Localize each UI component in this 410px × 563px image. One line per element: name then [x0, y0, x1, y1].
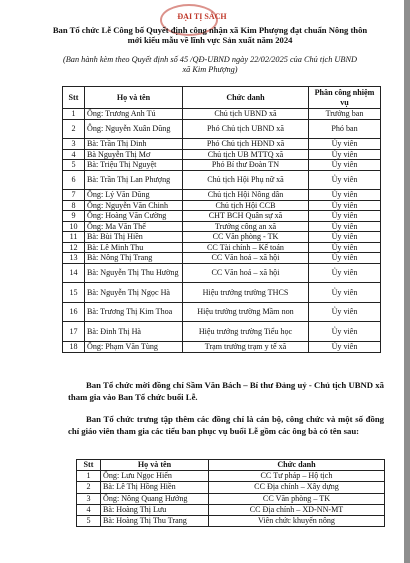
row-role: Chủ tịch Hội CCB: [183, 200, 309, 211]
table-row: [63, 322, 381, 342]
table-row: [63, 139, 381, 150]
row-stt: 16: [63, 302, 85, 322]
table-row: [63, 263, 381, 283]
row-name: Ông: Nguyễn Văn Chinh: [85, 200, 183, 211]
row-task: Phó ban: [309, 119, 381, 139]
row-task: Ủy viên: [309, 253, 381, 264]
row-stt: 5: [77, 516, 101, 527]
row-role: Phó Bí thư Đoàn TN: [183, 160, 309, 171]
document-title: Ban Tổ chức Lễ Công bố Quyết định công nhận xã Kim Phượng đạt chuẩn Nông thôn mới kiểu mẫu về lĩnh vực Sản xuất năm 2024: [52, 25, 368, 46]
row-task: Ủy viên: [309, 190, 381, 201]
row-role: Trưởng công an xã: [183, 221, 309, 232]
row-stt: 1: [63, 109, 85, 120]
table-row: [63, 200, 381, 211]
table-row: [63, 232, 381, 243]
row-role: CHT BCH Quân sự xã: [183, 211, 309, 222]
row-stt: 15: [63, 283, 85, 303]
row-role: CC Tư pháp – Hộ tịch: [209, 471, 385, 482]
row-task: Ủy viên: [309, 221, 381, 232]
row-name: Bà: Trần Thị Dinh: [85, 139, 183, 150]
support-staff-header-row: [77, 460, 385, 471]
row-role: CC Địa chính – Xây dựng: [209, 482, 385, 493]
row-stt: 1: [77, 471, 101, 482]
row-role: Trạm trưởng trạm y tế xã: [183, 342, 309, 353]
row-name: Bà: Lê Thị Hồng Hiền: [101, 482, 209, 493]
table-row: [63, 242, 381, 253]
row-task: Trưởng ban: [309, 109, 381, 120]
row-name: Ông: Lý Văn Dũng: [85, 190, 183, 201]
header-stt: Stt: [63, 87, 85, 109]
row-stt: 2: [77, 482, 101, 493]
row-stt: 8: [63, 200, 85, 211]
row-role: CC Văn hoá – xã hội: [183, 263, 309, 283]
table-row: [63, 253, 381, 264]
row-stt: 7: [63, 190, 85, 201]
row-task: Ủy viên: [309, 149, 381, 160]
row-name: Ông: Lưu Ngọc Hiến: [101, 471, 209, 482]
support-staff-table: [76, 459, 385, 527]
row-name: Bà: Triệu Thị Nguyệt: [85, 160, 183, 171]
row-role: CC Văn hoá – xã hội: [183, 253, 309, 264]
row-role: Hiệu trưởng trường Tiểu học: [183, 322, 309, 342]
row-name: Bà: Nông Thị Trang: [85, 253, 183, 264]
table-row: [63, 160, 381, 171]
row-task: Ủy viên: [309, 211, 381, 222]
row-stt: 9: [63, 211, 85, 222]
row-role: CC Văn phòng – TK: [209, 493, 385, 504]
row-stt: 4: [63, 149, 85, 160]
row-task: Ủy viên: [309, 139, 381, 150]
table-row: [63, 342, 381, 353]
window-edge: [404, 0, 410, 563]
header-name: Họ và tên: [101, 460, 209, 471]
row-name: Ông: Nông Quang Hưởng: [101, 493, 209, 504]
row-task: Ủy viên: [309, 242, 381, 253]
row-task: Ủy viên: [309, 283, 381, 303]
row-role: Phó Chủ tịch HĐND xã: [183, 139, 309, 150]
row-stt: 12: [63, 242, 85, 253]
row-stt: 13: [63, 253, 85, 264]
row-name: Bà: Nguyễn Thị Thu Hường: [85, 263, 183, 283]
row-name: Ông: Hoàng Văn Cường: [85, 211, 183, 222]
row-role: Phó Chủ tịch UBND xã: [183, 119, 309, 139]
table-row: [63, 211, 381, 222]
document-top-heading: ĐẠI TỊ SÁCH: [177, 12, 227, 21]
table-row: [63, 221, 381, 232]
row-task: Ủy viên: [309, 263, 381, 283]
committee-table: [62, 86, 381, 353]
row-role: Chủ tịch UBND xã: [183, 109, 309, 120]
row-name: Ông: Nguyễn Xuân Dũng: [85, 119, 183, 139]
row-role: CC Văn phòng - TK: [183, 232, 309, 243]
row-role: Chủ tịch Hội Nông dân: [183, 190, 309, 201]
row-task: Ủy viên: [309, 170, 381, 190]
row-name: Ông: Trương Anh Tú: [85, 109, 183, 120]
table-row: [63, 109, 381, 120]
row-role: Hiệu trưởng trường THCS: [183, 283, 309, 303]
row-role: Viên chức khuyến nông: [209, 516, 385, 527]
row-role: CC Tài chính – Kế toán: [183, 242, 309, 253]
row-role: CC Địa chính – XD-NN-MT: [209, 504, 385, 515]
row-stt: 5: [63, 160, 85, 171]
table-row: [77, 482, 385, 493]
header-role: Chức danh: [183, 87, 309, 109]
row-task: Ủy viên: [309, 200, 381, 211]
row-task: Ủy viên: [309, 302, 381, 322]
row-task: Ủy viên: [309, 322, 381, 342]
table-row: [63, 170, 381, 190]
row-role: Chủ tịch Hội Phụ nữ xã: [183, 170, 309, 190]
table-row: [63, 302, 381, 322]
table-row: [63, 149, 381, 160]
table-row: [63, 119, 381, 139]
table-row: [77, 471, 385, 482]
row-stt: 10: [63, 221, 85, 232]
row-name: Bà: Hoàng Thị Thu Trang: [101, 516, 209, 527]
row-stt: 3: [77, 493, 101, 504]
table-row: [77, 516, 385, 527]
row-stt: 6: [63, 170, 85, 190]
row-name: Bà: Lê Minh Thu: [85, 242, 183, 253]
row-stt: 11: [63, 232, 85, 243]
row-stt: 3: [63, 139, 85, 150]
row-task: Ủy viên: [309, 160, 381, 171]
row-task: Ủy viên: [309, 232, 381, 243]
row-name: Ông: Ma Văn Thế: [85, 221, 183, 232]
table-row: [77, 504, 385, 515]
row-name: Bà: Nguyễn Thị Ngọc Hà: [85, 283, 183, 303]
staff-recruitment-paragraph: Ban Tổ chức trưng tập thêm các đồng chí là cán bộ, công chức và một số đồng chí giáo viên tham gia các tiểu ban phục vụ buổi Lễ gồm các ông bà có tên sau:: [68, 414, 384, 436]
row-role: Hiệu trưởng trường Mầm non: [183, 302, 309, 322]
invitation-paragraph: Ban Tổ chức mời đồng chí Sầm Văn Bách – Bí thư Đảng uỷ - Chủ tịch UBND xã tham gia vào Ban Tổ chức buổi Lễ.: [68, 380, 384, 402]
row-name: Bà: Đinh Thị Hà: [85, 322, 183, 342]
header-role: Chức danh: [209, 460, 385, 471]
row-name: Bà Nguyễn Thị Mơ: [85, 149, 183, 160]
committee-table-header-row: [63, 87, 381, 109]
table-row: [77, 493, 385, 504]
row-stt: 18: [63, 342, 85, 353]
row-name: Bà: Hoàng Thị Lưu: [101, 504, 209, 515]
row-stt: 4: [77, 504, 101, 515]
row-task: Ủy viên: [309, 342, 381, 353]
row-name: Bà: Bùi Thị Hiền: [85, 232, 183, 243]
header-task: Phân công nhiệm vụ: [309, 87, 381, 109]
header-stt: Stt: [77, 460, 101, 471]
row-name: Ông: Phạm Văn Tùng: [85, 342, 183, 353]
row-stt: 17: [63, 322, 85, 342]
table-row: [63, 190, 381, 201]
header-name: Họ và tên: [85, 87, 183, 109]
row-name: Bà: Trương Thị Kim Thoa: [85, 302, 183, 322]
table-row: [63, 283, 381, 303]
row-stt: 2: [63, 119, 85, 139]
document-subtitle: (Ban hành kèm theo Quyết định số 45 /QĐ-UBND ngày 22/02/2025 của Chủ tịch UBND xã Kim Phượng): [62, 55, 358, 75]
row-name: Bà: Trần Thị Lan Phượng: [85, 170, 183, 190]
row-stt: 14: [63, 263, 85, 283]
row-role: Chủ tịch UB MTTQ xã: [183, 149, 309, 160]
